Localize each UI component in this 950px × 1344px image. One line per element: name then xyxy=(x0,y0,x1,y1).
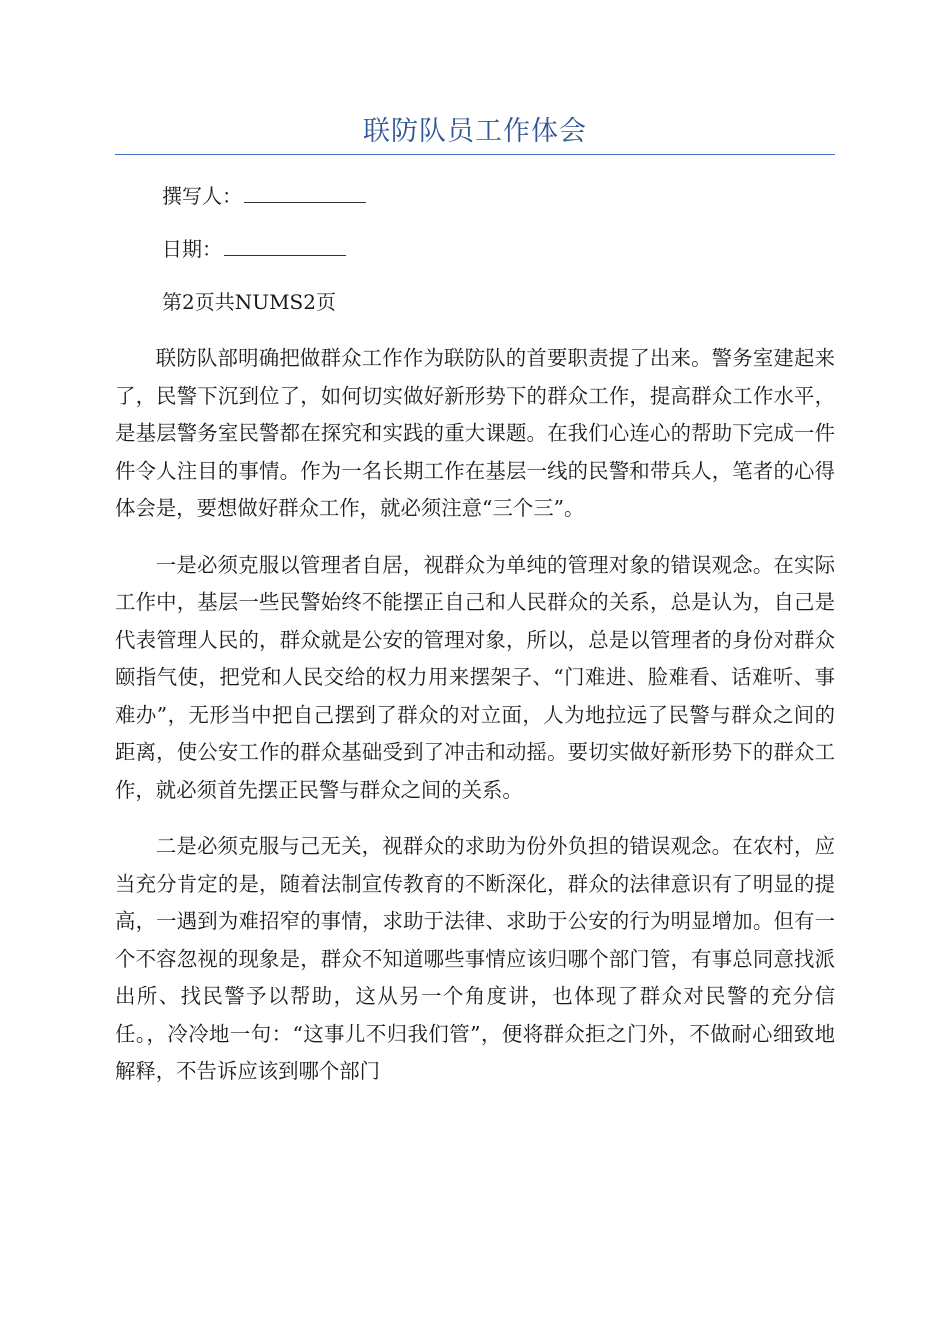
paragraph: 一是必须克服以管理者自居，视群众为单纯的管理对象的错误观念。在实际工作中，基层一些民警始终不能摆正自己和人民群众的关系，总是认为，自己是代表管理人民的，群众就是公安的管理对象，所以，总是以管理者的身份对群众颐指气使，把党和人民交给的权力用来摆架子、“门难进、脸难看、话难听、事难办”，无形当中把自己摆到了群众的对立面，人为地拉远了民警与群众之间的距离，使公安工作的群众基础受到了冲击和动摇。要切实做好新形势下的群众工作，就必须首先摆正民警与群众之间的关系。 xyxy=(115,552,835,802)
paragraph: 联防队部明确把做群众工作作为联防队的首要职责提了出来。警务室建起来了，民警下沉到位了，如何切实做好新形势下的群众工作，提高群众工作水平，是基层警务室民警都在探究和实践的重大课题。在我们心连心的帮助下完成一件件令人注目的事情。作为一名长期工作在基层一线的民警和带兵人，笔者的心得体会是，要想做好群众工作，就必须注意“三个三”。 xyxy=(115,346,835,520)
date-label: 日期： xyxy=(162,237,222,261)
page-indicator: 第2页共NUMS2页 xyxy=(162,290,336,314)
title-underline xyxy=(115,154,835,155)
paragraph: 二是必须克服与己无关，视群众的求助为份外负担的错误观念。在农村，应当充分肯定的是，随着法制宣传教育的不断深化，群众的法律意识有了明显的提高，一遇到为难招窄的事情，求助于法律、求助于公安的行为明显增加。但有一个不容忽视的现象是，群众不知道哪些事情应该归哪个部门管，有事总同意找派出所、找民警予以帮助，这从另一个角度讲，也体现了群众对民警的充分信任。，冷冷地一句：“这事儿不归我们管”，便将群众拒之门外，不做耐心细致地解释，不告诉应该到哪个部门 xyxy=(115,834,835,1083)
author-blank xyxy=(244,184,366,203)
author-label: 撰写人： xyxy=(162,184,242,208)
date-line xyxy=(162,235,346,263)
document-title: 联防队员工作体会 xyxy=(363,116,587,147)
date-blank xyxy=(224,237,346,256)
document-body xyxy=(115,340,835,1110)
author-line xyxy=(162,182,366,210)
